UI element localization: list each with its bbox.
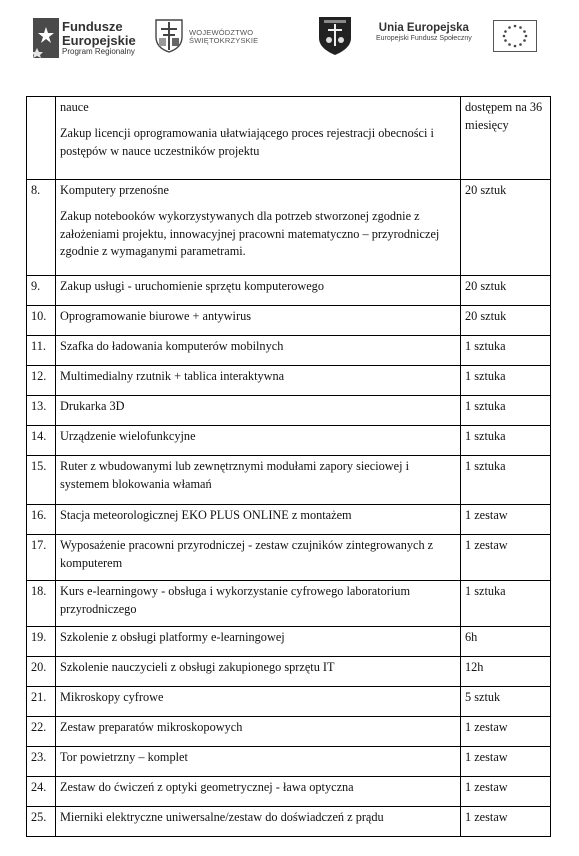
row-quantity: 20 sztuk (461, 276, 551, 306)
row-quantity: 12h (461, 657, 551, 687)
row-number: 15. (27, 456, 56, 505)
row-number: 11. (27, 336, 56, 366)
row-number: 24. (27, 777, 56, 807)
row-quantity: 1 zestaw (461, 535, 551, 581)
row-number: 8. (27, 180, 56, 276)
table-row (27, 276, 551, 306)
row-quantity: 6h (461, 627, 551, 657)
region-logo-line2: ŚWIĘTOKRZYSKIE (189, 35, 259, 45)
funds-star-logo-icon (33, 18, 59, 58)
row-quantity: 1 sztuka (461, 426, 551, 456)
table-row (27, 717, 551, 747)
row-description: Szafka do ładowania komputerów mobilnych (56, 336, 461, 366)
row-number: 16. (27, 505, 56, 535)
table-row (27, 180, 551, 276)
row-quantity: 1 sztuka (461, 366, 551, 396)
funds-logo-sub: Program Regionalny (62, 47, 135, 57)
row-number: 19. (27, 627, 56, 657)
row-quantity: 1 zestaw (461, 747, 551, 777)
table-row (27, 336, 551, 366)
region-logo-text (189, 29, 258, 45)
table-row (27, 807, 551, 837)
funds-logo-line1: Fundusze (62, 19, 123, 34)
row-number: 21. (27, 687, 56, 717)
row-quantity: 1 sztuka (461, 336, 551, 366)
row-description: Tor powietrzny – komplet (56, 747, 461, 777)
row-title: nauce (60, 100, 89, 114)
row-description: Szkolenie nauczycieli z obsługi zakupionego sprzętu IT (56, 657, 461, 687)
table-row (27, 456, 551, 505)
row-number: 18. (27, 581, 56, 627)
row-quantity: 1 sztuka (461, 456, 551, 505)
row-description: Wyposażenie pracowni przyrodniczej - zestaw czujników zintegrowanych z komputerem (56, 535, 461, 581)
row-description: Stacja meteorologicznej EKO PLUS ONLINE z montażem (56, 505, 461, 535)
row-number: 20. (27, 657, 56, 687)
row-number: 10. (27, 306, 56, 336)
region-coat-of-arms-icon (155, 19, 183, 53)
table-row (27, 687, 551, 717)
row-quantity: 1 zestaw (461, 717, 551, 747)
row-description: Mierniki elektryczne uniwersalne/zestaw do doświadczeń z prądu (56, 807, 461, 837)
table-row (27, 747, 551, 777)
city-coat-of-arms-icon (318, 16, 352, 56)
equipment-table (26, 96, 551, 837)
row-description: Ruter z wbudowanymi lub zewnętrznymi modułami zapory sieciowej i systemem blokowania włamań (56, 456, 461, 505)
table-row (27, 97, 551, 180)
row-detail: Zakup notebooków wykorzystywanych dla potrzeb stworzonej zgodnie z założeniami projektu, innowacyjnej pracowni matematyczno – przyrodniczej zgodnie z wymaganymi parametrami. (60, 208, 440, 259)
eu-logo-text (376, 22, 472, 43)
row-quantity: 1 sztuka (461, 581, 551, 627)
row-number: 9. (27, 276, 56, 306)
table-row (27, 777, 551, 807)
table-row (27, 396, 551, 426)
row-description (56, 180, 461, 276)
row-description: Zestaw preparatów mikroskopowych (56, 717, 461, 747)
row-quantity: dostępem na 36 miesięcy (461, 97, 551, 180)
eu-logo-sub: Europejski Fundusz Społeczny (376, 35, 472, 43)
funds-logo-text (62, 20, 136, 57)
region-logo-line1: WOJEWÓDZTWO (189, 28, 254, 37)
row-number: 12. (27, 366, 56, 396)
row-quantity: 1 zestaw (461, 777, 551, 807)
row-number: 22. (27, 717, 56, 747)
row-number: 23. (27, 747, 56, 777)
table-row (27, 581, 551, 627)
row-description: Urządzenie wielofunkcyjne (56, 426, 461, 456)
eu-logo-title: Unia Europejska (378, 22, 469, 34)
row-quantity: 1 zestaw (461, 807, 551, 837)
table-row (27, 366, 551, 396)
row-description: Multimedialny rzutnik + tablica interaktywna (56, 366, 461, 396)
table-row (27, 627, 551, 657)
row-number: 25. (27, 807, 56, 837)
table-row (27, 306, 551, 336)
row-description: Szkolenie z obsługi platformy e-learningowej (56, 627, 461, 657)
row-number: 13. (27, 396, 56, 426)
row-title: Komputery przenośne (60, 183, 169, 197)
row-quantity: 20 sztuk (461, 306, 551, 336)
funds-logo-line2: Europejskie (62, 32, 136, 48)
row-number: 17. (27, 535, 56, 581)
logo-header (0, 0, 579, 80)
table-row (27, 535, 551, 581)
table-row (27, 505, 551, 535)
row-description: Drukarka 3D (56, 396, 461, 426)
row-description: Oprogramowanie biurowe + antywirus (56, 306, 461, 336)
row-number (27, 97, 56, 180)
row-quantity: 5 sztuk (461, 687, 551, 717)
table-row (27, 657, 551, 687)
row-description: Zestaw do ćwiczeń z optyki geometrycznej - ława optyczna (56, 777, 461, 807)
row-number: 14. (27, 426, 56, 456)
row-description: Kurs e-learningowy - obsługa i wykorzystanie cyfrowego laboratorium przyrodniczego (56, 581, 461, 627)
table-row (27, 426, 551, 456)
row-quantity: 20 sztuk (461, 180, 551, 276)
row-description (56, 97, 461, 180)
row-description: Zakup usługi - uruchomienie sprzętu komputerowego (56, 276, 461, 306)
row-quantity: 1 zestaw (461, 505, 551, 535)
row-description: Mikroskopy cyfrowe (56, 687, 461, 717)
row-quantity: 1 sztuka (461, 396, 551, 426)
eu-flag-icon (493, 20, 537, 52)
row-detail: Zakup licencji oprogramowania ułatwiającego proces rejestracji obecności i postępów w nauce uczestników projektu (60, 125, 434, 158)
